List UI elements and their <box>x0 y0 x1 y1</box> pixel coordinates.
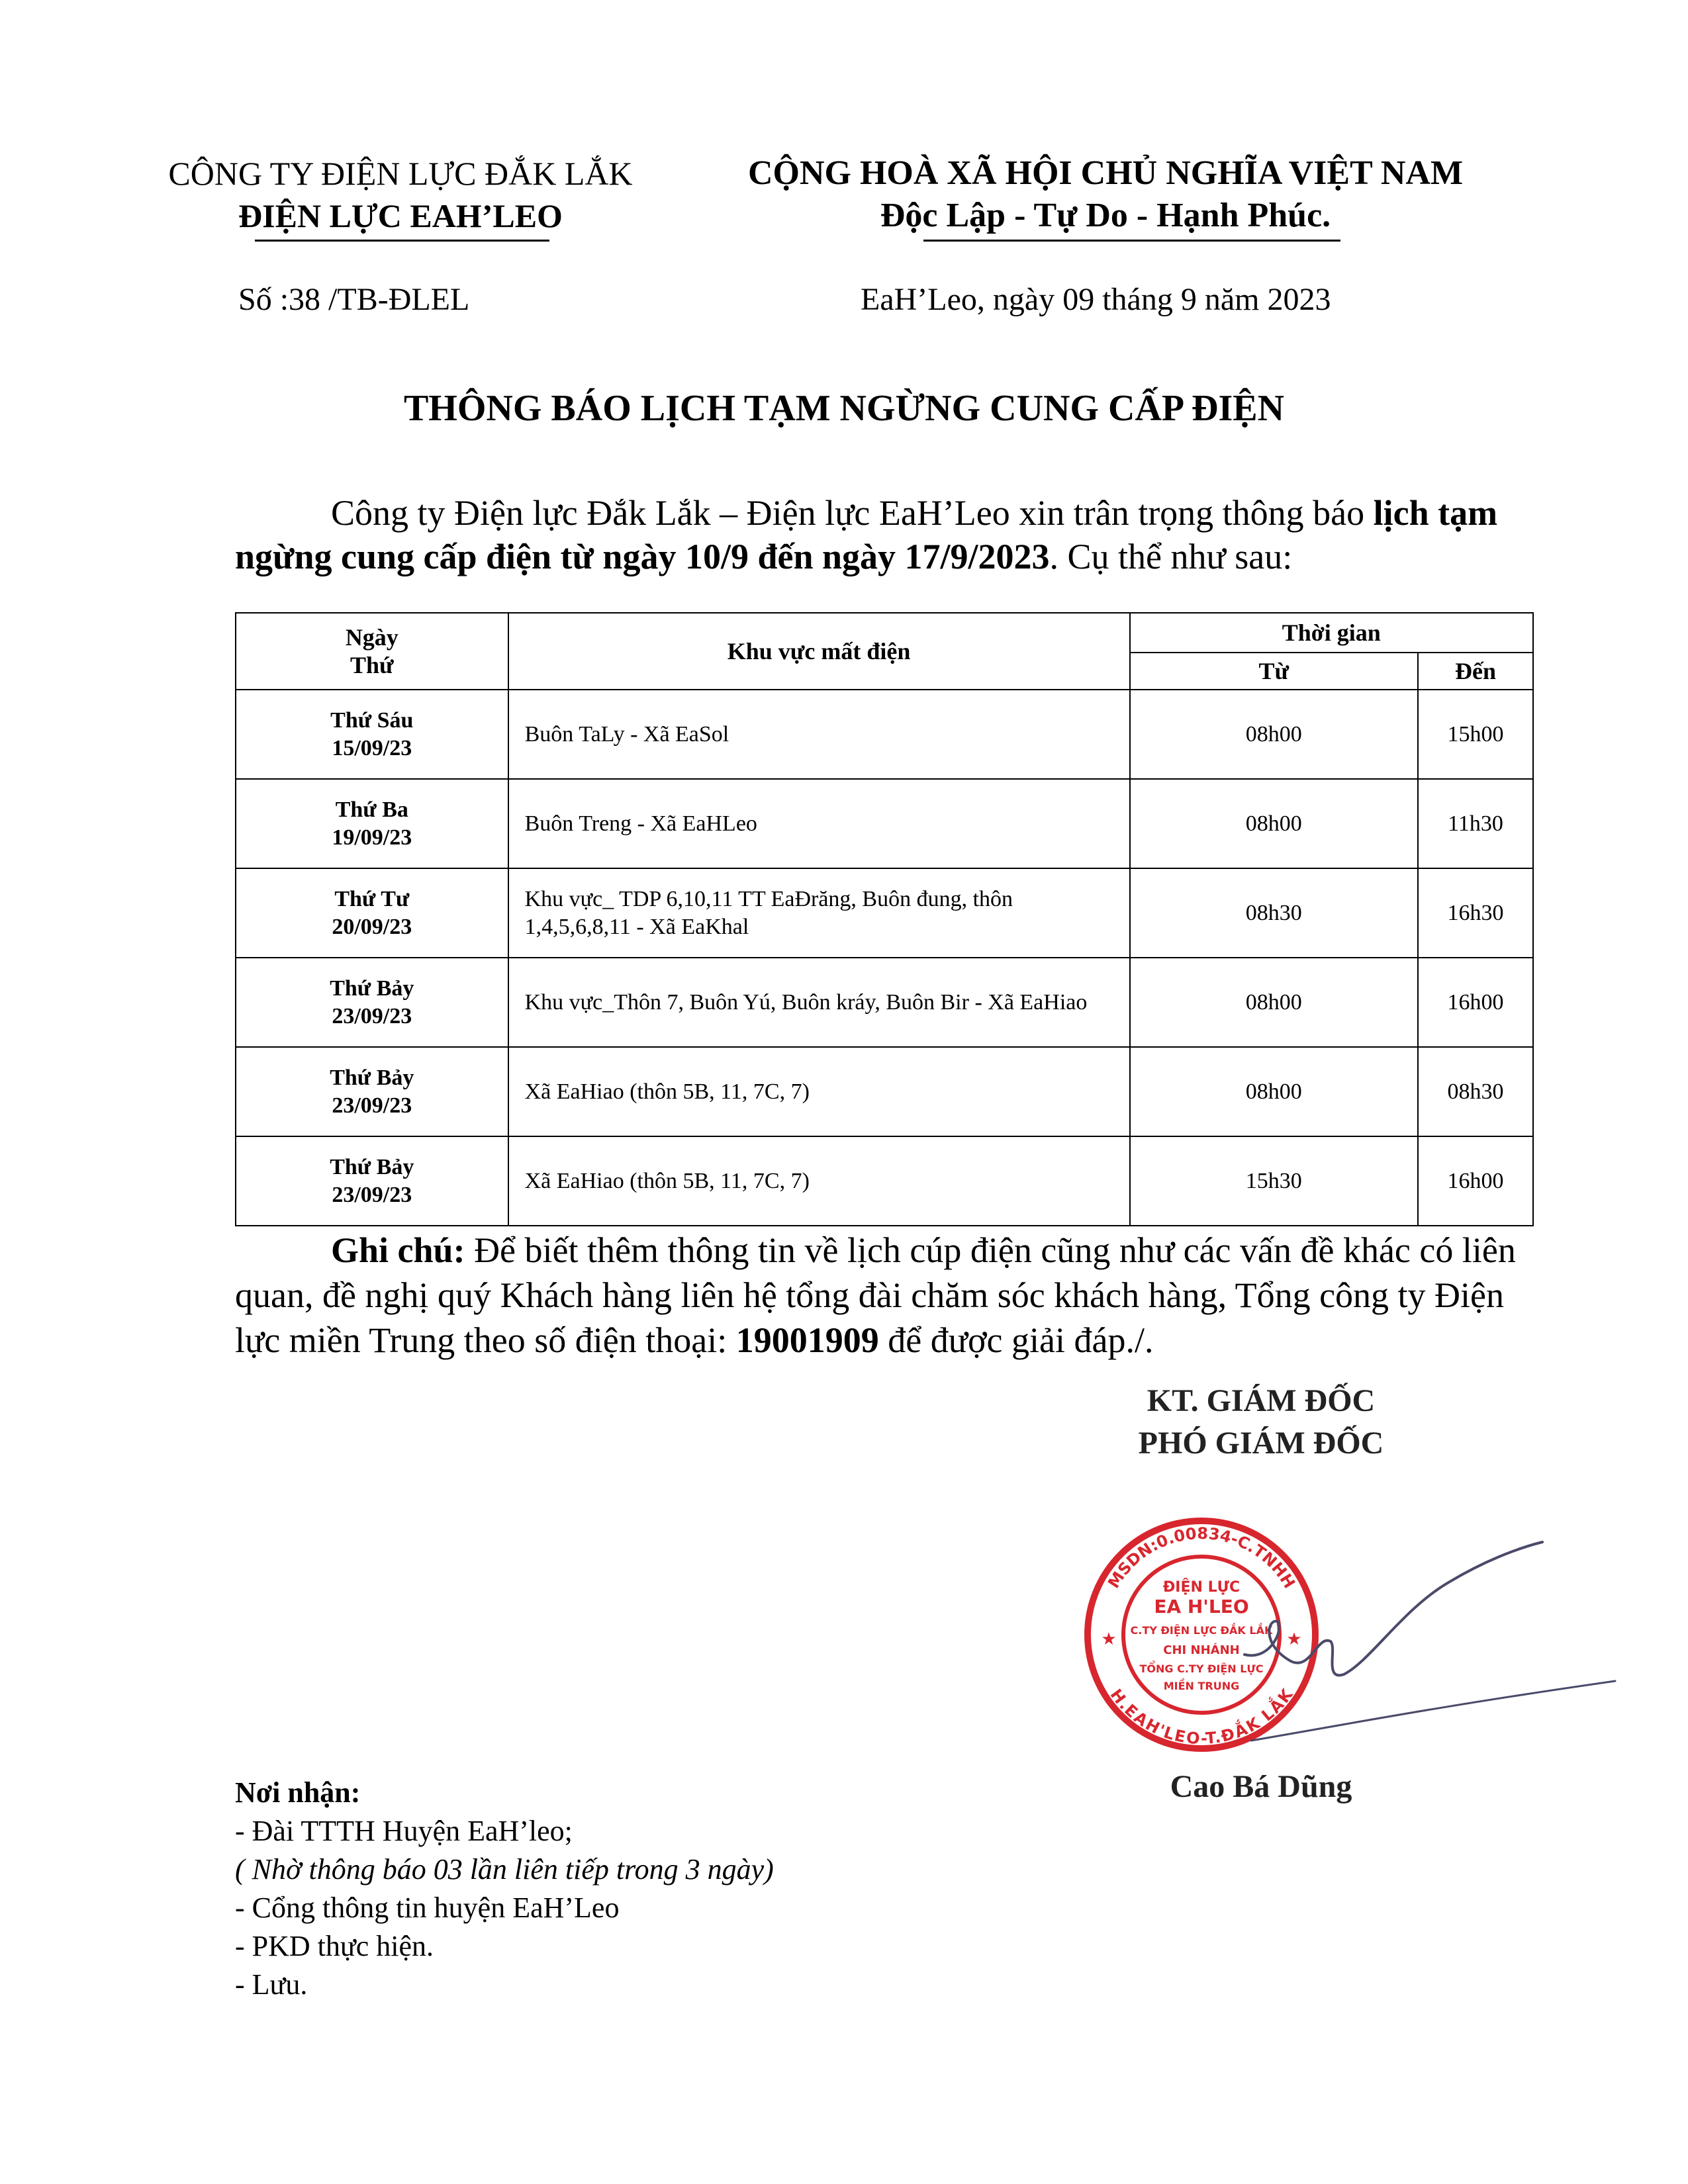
row-from: 15h30 <box>1130 1136 1419 1226</box>
row-weekday: Thứ Bảy <box>330 1065 414 1090</box>
recipient-note: ( Nhờ thông báo 03 lần liên tiếp trong 3 ngày) <box>235 1853 774 1886</box>
header-day-line2: Thứ <box>350 652 394 678</box>
signature-underline <box>1251 1681 1615 1741</box>
recipient-item: - Cổng thông tin huyện EaH’Leo <box>235 1891 620 1924</box>
row-weekday: Thứ Tư <box>334 886 410 911</box>
intro-paragraph <box>235 491 1532 578</box>
header-time: Thời gian <box>1130 613 1534 653</box>
outage-schedule-table <box>235 612 1534 1226</box>
header-from: Từ <box>1130 653 1419 690</box>
row-date: 19/09/23 <box>332 825 412 850</box>
row-from: 08h00 <box>1130 1047 1419 1136</box>
recipient-item: - PKD thực hiện. <box>235 1930 434 1962</box>
motto-underline <box>923 240 1340 242</box>
header-day-line1: Ngày <box>345 624 399 651</box>
row-area: Buôn TaLy - Xã EaSol <box>508 690 1130 779</box>
row-to: 16h30 <box>1418 868 1533 958</box>
intro-tail: . Cụ thể như sau: <box>1049 537 1293 576</box>
issuer-block <box>119 152 682 237</box>
note-label: Ghi chú: <box>331 1230 465 1270</box>
row-from: 08h30 <box>1130 868 1419 958</box>
row-weekday: Thứ Bảy <box>330 976 414 1001</box>
row-area: Khu vực_Thôn 7, Buôn Yú, Buôn kráy, Buôn Bir - Xã EaHiao <box>508 958 1130 1047</box>
recipient-item: - Lưu. <box>235 1968 308 2001</box>
seal-bottom-text: H.EAH'LEO-T.ĐẮK LẮK <box>1106 1685 1297 1749</box>
seal-line4: CHI NHÁNH <box>1163 1643 1240 1657</box>
row-day <box>236 1047 508 1136</box>
seal-line3: C.TY ĐIỆN LỰC ĐẮK LẮK <box>1130 1624 1273 1637</box>
row-weekday: Thứ Ba <box>335 797 408 822</box>
row-day <box>236 1136 508 1226</box>
row-area: Buôn Treng - Xã EaHLeo <box>508 779 1130 868</box>
row-area: Khu vực_ TDP 6,10,11 TT EaĐrăng, Buôn đung, thôn 1,4,5,6,8,11 - Xã EaKhal <box>508 868 1130 958</box>
signature-stroke <box>1244 1542 1542 1675</box>
row-to: 15h00 <box>1418 690 1533 779</box>
row-weekday: Thứ Bảy <box>330 1154 414 1179</box>
recipients-block <box>235 1774 774 2004</box>
country-name: CỘNG HOÀ XÃ HỘI CHỦ NGHĨA VIỆT NAM <box>747 154 1464 192</box>
header-to: Đến <box>1418 653 1533 690</box>
row-day <box>236 690 508 779</box>
row-to: 16h00 <box>1418 958 1533 1047</box>
seal-star-left-icon: ★ <box>1101 1629 1117 1649</box>
row-area: Xã EaHiao (thôn 5B, 11, 7C, 7) <box>508 1047 1130 1136</box>
row-from: 08h00 <box>1130 958 1419 1047</box>
signatory-line1: KT. GIÁM ĐỐC <box>1147 1383 1376 1418</box>
row-day <box>236 958 508 1047</box>
national-header <box>715 152 1496 237</box>
seal-line1: ĐIỆN LỰC <box>1162 1579 1241 1596</box>
header-area: Khu vực mất điện <box>508 613 1130 690</box>
recipient-item: - Đài TTTH Huyện EaH’leo; <box>235 1815 573 1847</box>
intro-bold: lịch tạm ngừng cung cấp điện từ ngày 10/9 đến ngày 17/9/2023 <box>235 493 1498 576</box>
table-header-row <box>236 613 1533 653</box>
handwritten-signature <box>1231 1529 1628 1754</box>
seal-ring-text: MSDN:0.00834-C.TNHH <box>1104 1524 1299 1592</box>
seal-line2: EA H'LEO <box>1154 1596 1249 1617</box>
document-number: Số :38 /TB-ĐLEL <box>238 282 470 317</box>
row-day <box>236 779 508 868</box>
note-tail: để được giải đáp./. <box>878 1320 1154 1360</box>
row-date: 20/09/23 <box>332 914 412 939</box>
header-day <box>236 613 508 690</box>
company-name: CÔNG TY ĐIỆN LỰC ĐẮK LẮK <box>168 155 633 192</box>
row-date: 15/09/23 <box>332 735 412 760</box>
document-date: EaH’Leo, ngày 09 tháng 9 năm 2023 <box>861 282 1331 317</box>
document-title: THÔNG BÁO LỊCH TẠM NGỪNG CUNG CẤP ĐIỆN <box>403 388 1285 429</box>
row-date: 23/09/23 <box>332 1003 412 1028</box>
branch-name: ĐIỆN LỰC EAH’LEO <box>238 197 563 234</box>
note-text: Để biết thêm thông tin về lịch cúp điện cũng như các vấn đề khác có liên quan, đề nghị quý Khách hàng liên hệ tổng đài chăm sóc khách hàng, Tổng công ty Điện lực miền Trung theo số điện thoại: <box>235 1230 1516 1360</box>
recipients-title: Nơi nhận: <box>235 1776 361 1809</box>
table-row <box>236 1136 1533 1226</box>
table-row <box>236 690 1533 779</box>
branch-underline <box>255 240 549 242</box>
row-from: 08h00 <box>1130 690 1419 779</box>
row-area: Xã EaHiao (thôn 5B, 11, 7C, 7) <box>508 1136 1130 1226</box>
hotline-number: 19001909 <box>735 1320 879 1360</box>
row-day <box>236 868 508 958</box>
table-row <box>236 958 1533 1047</box>
signatory-line2: PHÓ GIÁM ĐỐC <box>1138 1426 1384 1461</box>
intro-text: Công ty Điện lực Đắk Lắk – Điện lực EaH’Leo xin trân trọng thông báo <box>331 493 1374 533</box>
signatory-name: Cao Bá Dũng <box>1170 1769 1352 1804</box>
row-from: 08h00 <box>1130 779 1419 868</box>
table-row <box>236 868 1533 958</box>
row-date: 23/09/23 <box>332 1182 412 1207</box>
note-paragraph <box>235 1228 1532 1363</box>
row-to: 16h00 <box>1418 1136 1533 1226</box>
row-date: 23/09/23 <box>332 1093 412 1118</box>
row-to: 11h30 <box>1418 779 1533 868</box>
seal-line5: TỔNG C.TY ĐIỆN LỰC <box>1139 1662 1264 1675</box>
row-to: 08h30 <box>1418 1047 1533 1136</box>
signatory-title <box>1046 1380 1476 1465</box>
row-weekday: Thứ Sáu <box>330 707 414 733</box>
table-row <box>236 1047 1533 1136</box>
seal-line6: MIỀN TRUNG <box>1163 1680 1240 1692</box>
national-motto: Độc Lập - Tự Do - Hạnh Phúc. <box>880 197 1331 234</box>
seal-star-right-icon: ★ <box>1286 1629 1302 1649</box>
table-row <box>236 779 1533 868</box>
